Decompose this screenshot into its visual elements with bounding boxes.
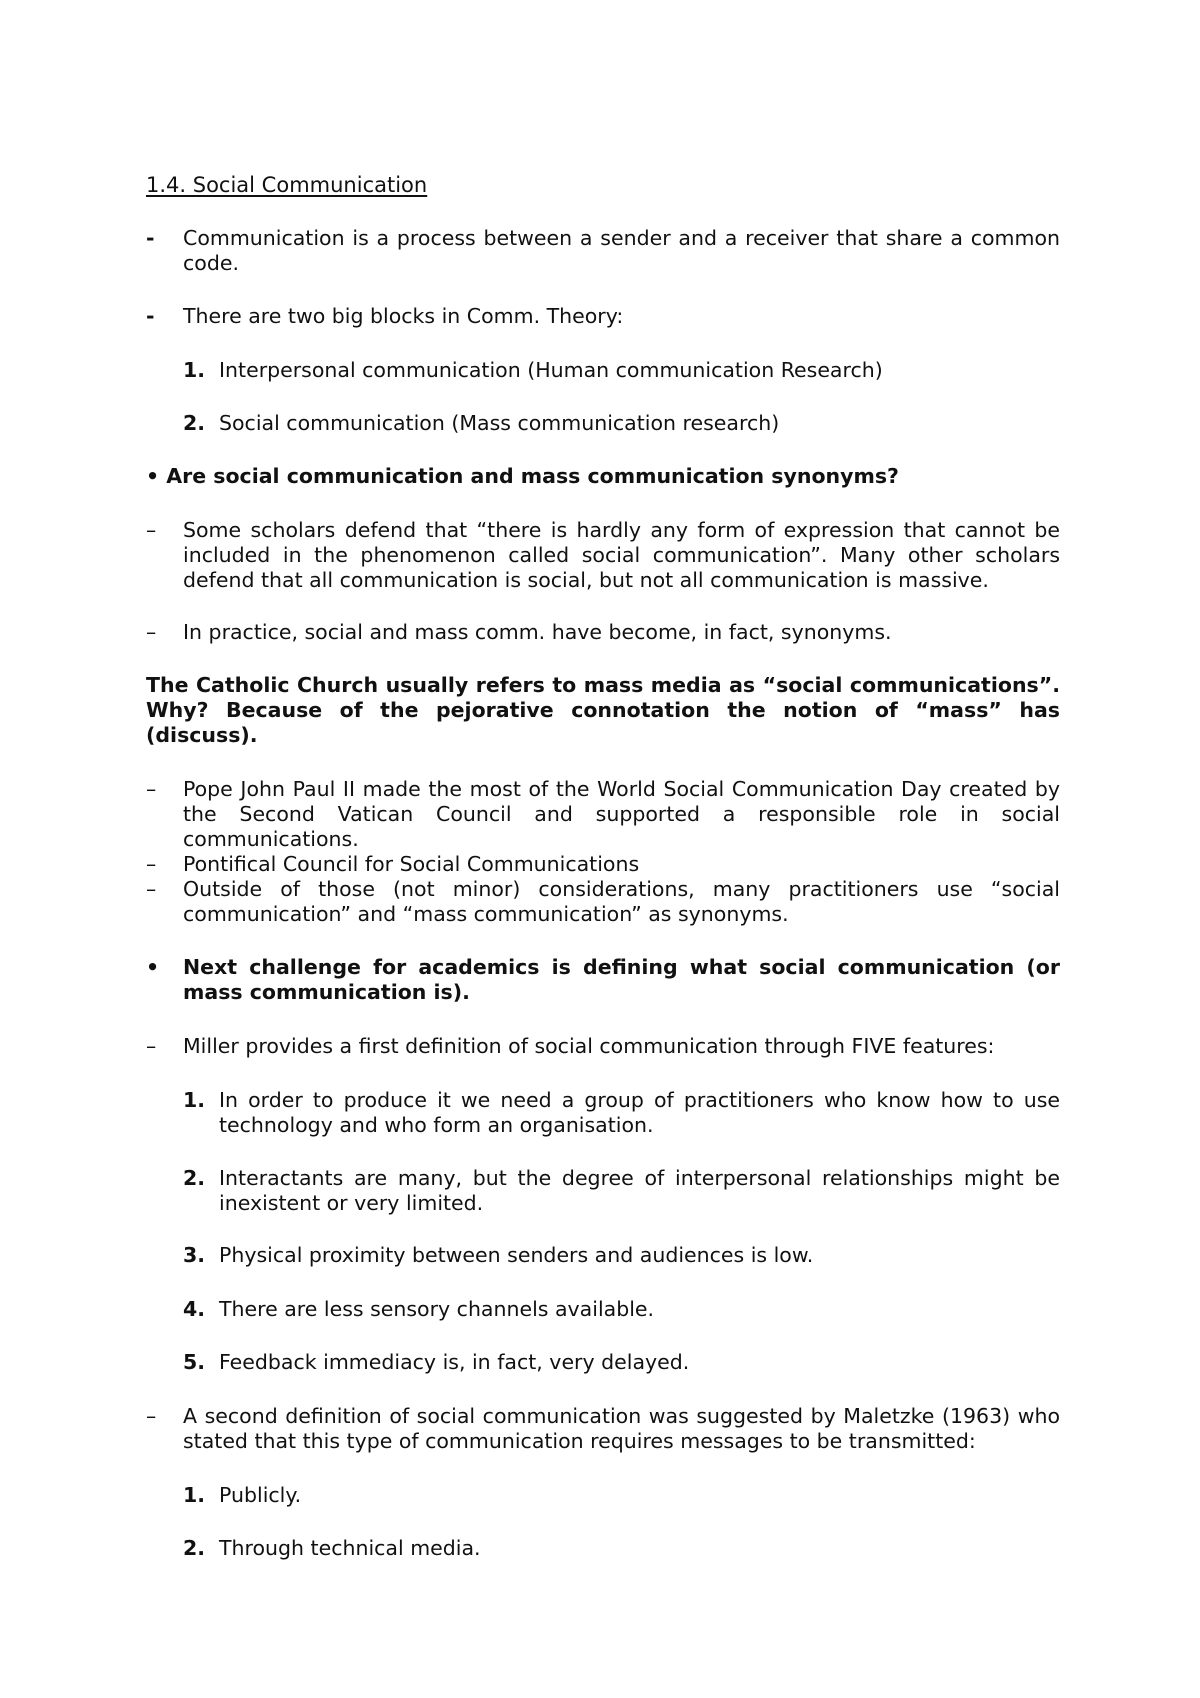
miller-feature — [183, 1088, 1060, 1138]
church-point — [146, 852, 1060, 877]
church-point-text: Outside of those (not minor) considerations, many practitioners use “social communication” and “mass communication” as synonyms. — [183, 877, 1060, 926]
item-number: 4. — [183, 1297, 206, 1321]
endash-marker: – — [146, 620, 157, 644]
endash-marker: – — [146, 777, 157, 801]
item-text: Feedback immediacy is, in fact, very delayed. — [219, 1350, 690, 1374]
miller-feature — [183, 1166, 1060, 1216]
miller-intro-text: Miller provides a first definition of social communication through FIVE features: — [183, 1034, 995, 1058]
item-text: Interpersonal communication (Human communication Research) — [219, 358, 883, 382]
item-number: 2. — [183, 411, 206, 435]
miller-feature — [183, 1297, 1060, 1322]
miller-feature — [183, 1243, 1060, 1268]
item-number: 1. — [183, 1088, 206, 1112]
miller-intro-item — [146, 1034, 1060, 1059]
numbered-item — [183, 358, 1060, 383]
item-number: 1. — [183, 1483, 206, 1507]
church-paragraph: The Catholic Church usually refers to mass media as “social communications”. Why? Because of the pejorative connotation the notion of “mass” has (discuss). — [146, 673, 1060, 747]
church-point — [146, 777, 1060, 852]
scholar-item — [146, 620, 1060, 645]
miller-feature — [183, 1350, 1060, 1375]
intro-text: There are two big blocks in Comm. Theory: — [183, 304, 624, 328]
church-point-text: Pontifical Council for Social Communications — [183, 852, 640, 876]
scholar-text: In practice, social and mass comm. have become, in fact, synonyms. — [183, 620, 892, 644]
intro-item — [146, 304, 1060, 329]
item-number: 2. — [183, 1166, 206, 1190]
item-text: Social communication (Mass communication research) — [219, 411, 780, 435]
bullet-marker: • — [146, 955, 160, 979]
dash-marker: - — [146, 304, 155, 328]
item-text: Interactants are many, but the degree of interpersonal relationships might be inexistent or very limited. — [219, 1166, 1060, 1215]
scholar-text: Some scholars defend that “there is hardly any form of expression that cannot be included in the phenomenon called social communication”. Many other scholars defend that all communication is social, but not all communication is massive. — [183, 518, 1060, 592]
scholar-item — [146, 518, 1060, 593]
maletzke-feature — [183, 1483, 1060, 1508]
item-number: 3. — [183, 1243, 206, 1267]
challenge-text: Next challenge for academics is defining what social communication (or mass communication is). — [183, 955, 1060, 1004]
numbered-item — [183, 411, 1060, 436]
item-number: 5. — [183, 1350, 206, 1374]
item-text: Through technical media. — [219, 1536, 481, 1560]
item-text: Physical proximity between senders and audiences is low. — [219, 1243, 814, 1267]
endash-marker: – — [146, 877, 157, 901]
challenge-item — [146, 955, 1060, 1005]
item-number: 1. — [183, 358, 206, 382]
endash-marker: – — [146, 1034, 157, 1058]
item-number: 2. — [183, 1536, 206, 1560]
maletzke-intro-text: A second definition of social communication was suggested by Maletzke (1963) who stated that this type of communication requires messages to be transmitted: — [183, 1404, 1060, 1453]
dash-marker: - — [146, 226, 155, 250]
intro-item — [146, 226, 1060, 276]
endash-marker: – — [146, 518, 157, 542]
maletzke-feature — [183, 1536, 1060, 1561]
item-text: There are less sensory channels available. — [219, 1297, 655, 1321]
intro-text: Communication is a process between a sender and a receiver that share a common code. — [183, 226, 1060, 275]
question-heading: • Are social communication and mass communication synonyms? — [146, 464, 899, 488]
endash-marker: – — [146, 852, 157, 876]
church-point-text: Pope John Paul II made the most of the World Social Communication Day created by the Second Vatican Council and supported a responsible role in social communications. — [183, 777, 1060, 851]
maletzke-intro-item — [146, 1404, 1060, 1454]
item-text: Publicly. — [219, 1483, 302, 1507]
endash-marker: – — [146, 1404, 157, 1428]
section-heading: 1.4. Social Communication — [146, 173, 428, 197]
item-text: In order to produce it we need a group of practitioners who know how to use technology and who form an organisation. — [219, 1088, 1060, 1137]
church-point — [146, 877, 1060, 927]
